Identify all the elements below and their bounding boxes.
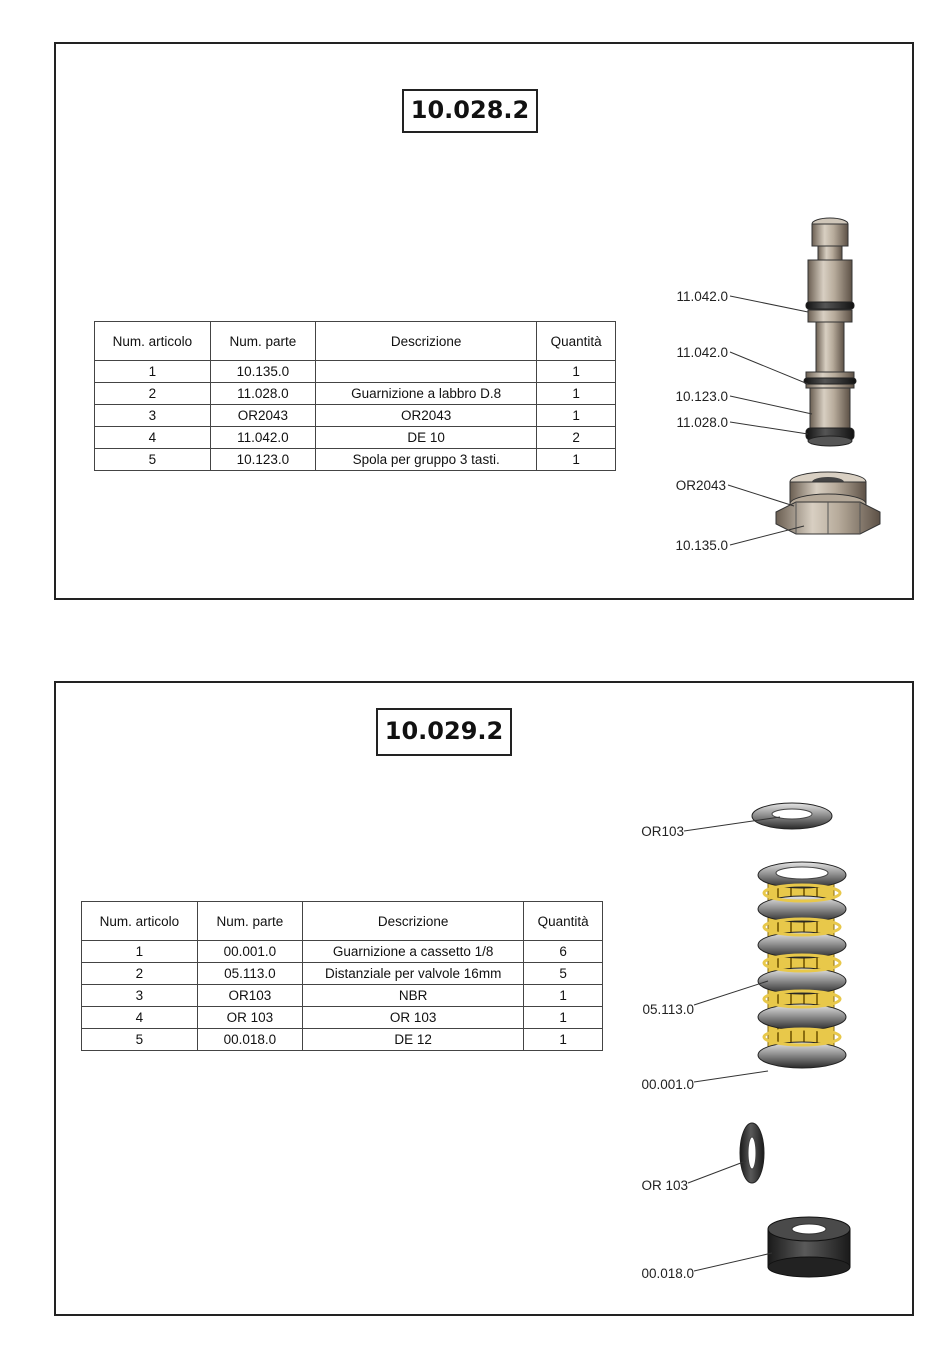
bushing-part bbox=[768, 1217, 850, 1277]
cell-part-number: 10.135.0 bbox=[210, 361, 315, 383]
cell-quantity: 1 bbox=[537, 405, 616, 427]
cell-part-number: OR 103 bbox=[197, 1007, 302, 1029]
drawing-sheet-10-029-2 bbox=[54, 681, 914, 1316]
col-header-part-number: Num. parte bbox=[197, 902, 302, 941]
leader-lines bbox=[684, 817, 780, 1271]
cell-item-number: 4 bbox=[82, 1007, 198, 1029]
cell-description: OR 103 bbox=[302, 1007, 523, 1029]
cell-description: NBR bbox=[302, 985, 523, 1007]
cell-part-number: 00.001.0 bbox=[197, 941, 302, 963]
callout-label: OR2043 bbox=[675, 478, 726, 493]
callout-label: 10.123.0 bbox=[675, 389, 728, 404]
cell-description: Spola per gruppo 3 tasti. bbox=[315, 449, 536, 471]
col-header-item-number: Num. articolo bbox=[82, 902, 198, 941]
cell-quantity: 1 bbox=[537, 383, 616, 405]
cell-item-number: 1 bbox=[82, 941, 198, 963]
drawing-sheet-10-028-2 bbox=[54, 42, 914, 600]
callout-labels bbox=[641, 824, 694, 1281]
cell-part-number: 10.123.0 bbox=[210, 449, 315, 471]
cell-part-number: 00.018.0 bbox=[197, 1029, 302, 1051]
cell-part-number: 11.042.0 bbox=[210, 427, 315, 449]
cell-quantity: 1 bbox=[524, 985, 603, 1007]
callout-label: OR103 bbox=[641, 824, 684, 839]
cell-part-number: OR2043 bbox=[210, 405, 315, 427]
cell-item-number: 3 bbox=[82, 985, 198, 1007]
spool-part bbox=[804, 218, 856, 446]
cell-description: Distanziale per valvole 16mm bbox=[302, 963, 523, 985]
cell-part-number: OR103 bbox=[197, 985, 302, 1007]
cell-item-number: 5 bbox=[82, 1029, 198, 1051]
cell-description: DE 10 bbox=[315, 427, 536, 449]
cell-item-number: 4 bbox=[95, 427, 211, 449]
cell-part-number: 11.028.0 bbox=[210, 383, 315, 405]
callout-label: 11.042.0 bbox=[676, 345, 728, 360]
cell-quantity: 1 bbox=[537, 361, 616, 383]
cell-quantity: 2 bbox=[537, 427, 616, 449]
cell-item-number: 2 bbox=[82, 963, 198, 985]
cell-quantity: 1 bbox=[524, 1029, 603, 1051]
assembly-code: 10.029.2 bbox=[376, 708, 512, 756]
cell-quantity: 5 bbox=[524, 963, 603, 985]
callout-label: 11.042.0 bbox=[676, 289, 728, 304]
col-header-quantity: Quantità bbox=[524, 902, 603, 941]
cell-description: Guarnizione a cassetto 1/8 bbox=[302, 941, 523, 963]
cell-item-number: 1 bbox=[95, 361, 211, 383]
col-header-item-number: Num. articolo bbox=[95, 322, 211, 361]
cell-description: Guarnizione a labbro D.8 bbox=[315, 383, 536, 405]
callout-label: 11.028.0 bbox=[676, 415, 728, 430]
cell-description: OR2043 bbox=[315, 405, 536, 427]
col-header-description: Descrizione bbox=[315, 322, 536, 361]
cell-item-number: 5 bbox=[95, 449, 211, 471]
cell-part-number: 05.113.0 bbox=[197, 963, 302, 985]
callout-label: 05.113.0 bbox=[642, 1002, 694, 1017]
callout-label: 10.135.0 bbox=[675, 538, 728, 553]
o-ring-side-part bbox=[740, 1123, 764, 1183]
callout-label: 00.001.0 bbox=[641, 1077, 694, 1092]
col-header-quantity: Quantità bbox=[537, 322, 616, 361]
assembly-code: 10.028.2 bbox=[402, 89, 538, 133]
o-ring-part bbox=[752, 803, 832, 829]
cell-quantity: 1 bbox=[524, 1007, 603, 1029]
exploded-view-valve-spool bbox=[56, 44, 912, 598]
cell-description: DE 12 bbox=[302, 1029, 523, 1051]
seal-spacer-stack bbox=[758, 862, 846, 1068]
col-header-part-number: Num. parte bbox=[210, 322, 315, 361]
threaded-nut-part bbox=[776, 472, 880, 534]
cell-item-number: 2 bbox=[95, 383, 211, 405]
callout-label: OR 103 bbox=[641, 1178, 688, 1193]
callout-labels bbox=[675, 289, 728, 553]
exploded-view-seal-stack bbox=[56, 683, 912, 1314]
col-header-description: Descrizione bbox=[302, 902, 523, 941]
cell-quantity: 1 bbox=[537, 449, 616, 471]
cell-quantity: 6 bbox=[524, 941, 603, 963]
cell-item-number: 3 bbox=[95, 405, 211, 427]
callout-label: 00.018.0 bbox=[641, 1266, 694, 1281]
